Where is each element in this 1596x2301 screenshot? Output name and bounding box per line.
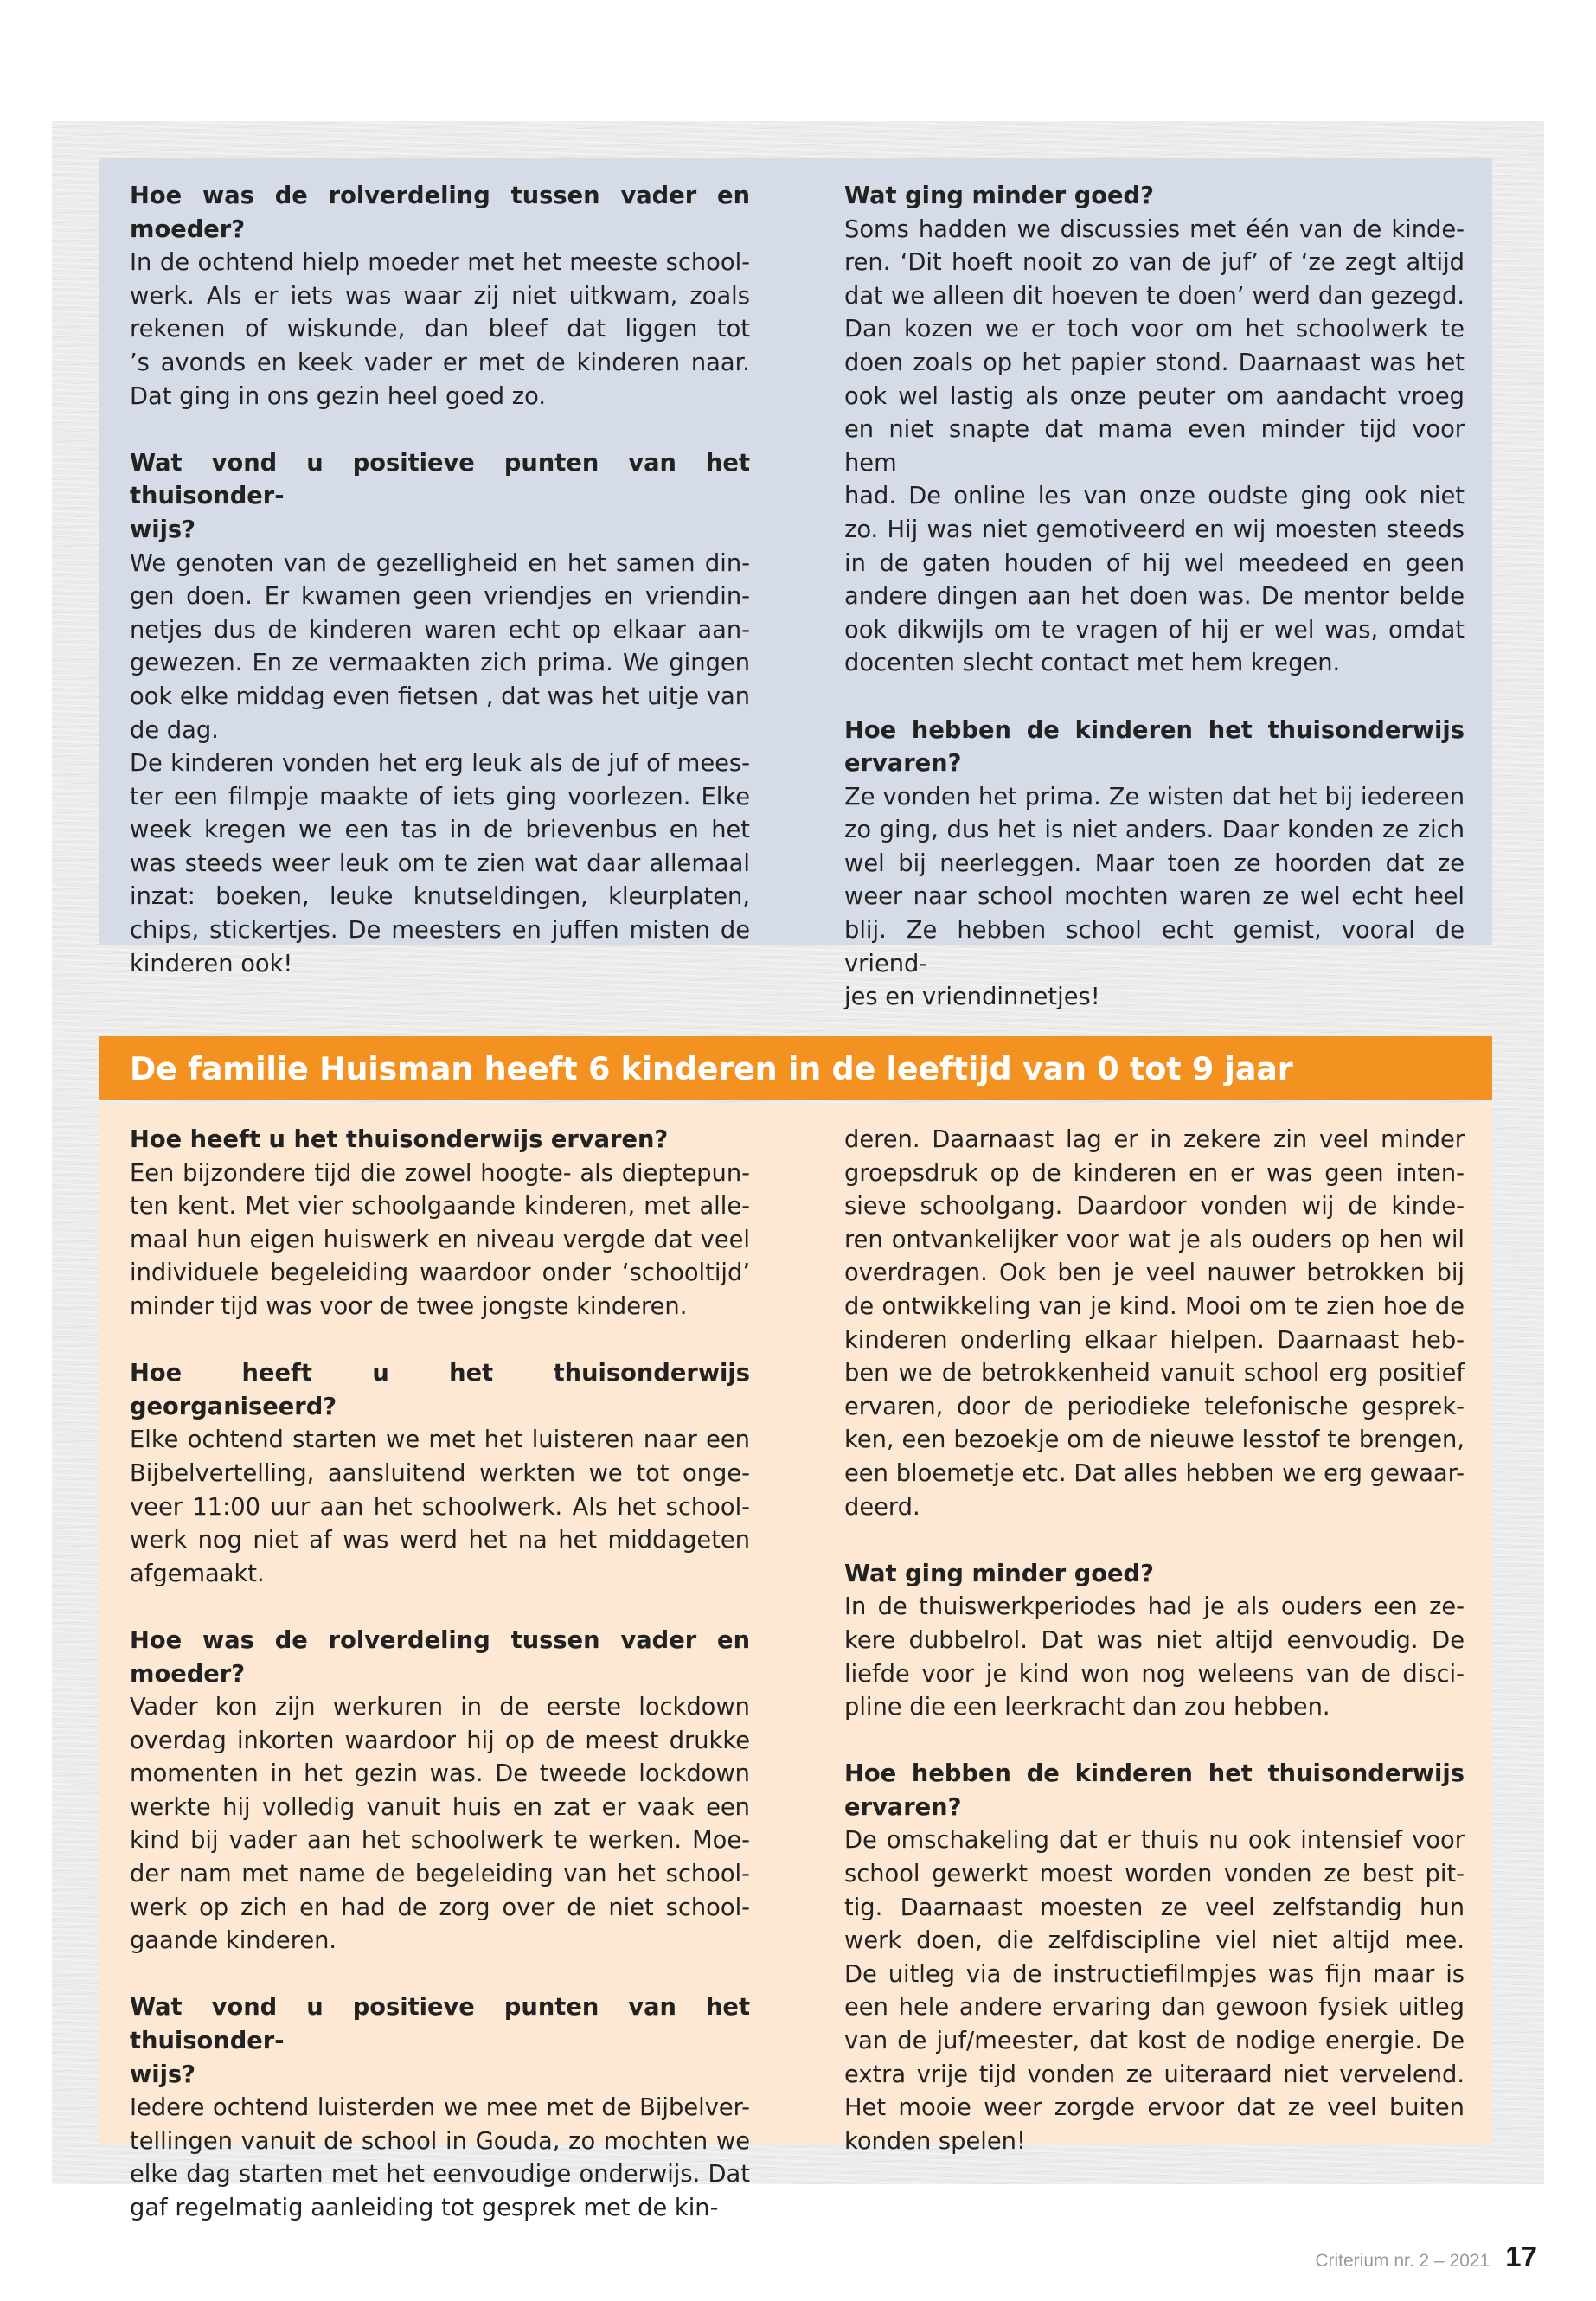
answer-line: deerd. [844, 1493, 920, 1521]
answer-line: wel bij neerleggen. Maar toen ze hoorden dat ze [844, 849, 1465, 877]
answer-line: en niet snapte dat mama even minder tijd voor hem [844, 416, 1465, 477]
banner-title: De familie Huisman heeft 6 kinderen in de leeftijd van 0 tot 9 jaar [130, 1049, 1293, 1087]
answer-line: ook elke middag even fietsen , dat was het uitje van [130, 683, 750, 710]
answer-line: Het mooie weer zorgde ervoor dat ze veel buiten [844, 2094, 1465, 2122]
answer-line: Vader kon zijn werkuren in de eerste lockdown [130, 1694, 750, 1721]
question-heading: Hoe hebben de kinderen het thuisonderwijs ervaren? [844, 716, 1465, 778]
answer-line: weer naar school mochten waren ze wel echt heel [844, 883, 1465, 911]
section-gap [844, 1725, 1465, 1759]
answer-line: afgemaakt. [130, 1560, 265, 1587]
answer-line: ren ontvankelijker voor wat je als ouders op hen wil [844, 1226, 1465, 1253]
answer-line: ervaren, door de periodieke telefonische gesprek- [844, 1393, 1465, 1420]
section-gap [130, 413, 750, 447]
question-heading: Hoe hebben de kinderen het thuisonderwijs ervaren? [844, 1760, 1465, 1821]
answer-line: elke dag starten met het eenvoudige onderwijs. Dat [130, 2161, 750, 2189]
answer-line: de dag. [130, 716, 219, 744]
blue-left-column [130, 180, 750, 981]
answer-line: der nam met name de begeleiding van het school- [130, 1861, 750, 1888]
answer-line: Ze vonden het prima. Ze wisten dat het bij iedereen [844, 783, 1465, 811]
magazine-issue: Criterium nr. 2 – 2021 [1315, 2251, 1490, 2271]
question-heading: Wat ging minder goed? [844, 183, 1154, 209]
blue-right-column [844, 180, 1465, 1015]
section-gap [130, 1958, 750, 1992]
answer-line: tig. Daarnaast moesten ze veel zelfstandig hun [844, 1894, 1465, 1921]
question-heading: Hoe was de rolverdeling tussen vader en moeder? [130, 1626, 750, 1688]
answer-line: deren. Daarnaast lag er in zekere zin veel minder [844, 1126, 1465, 1153]
answer-line: In de thuiswerkperiodes had je als ouders een ze- [844, 1593, 1465, 1621]
answer-line: kinderen onderling elkaar hielpen. Daarnaast heb- [844, 1326, 1465, 1354]
answer-line: werk doen, die zelfdiscipline viel niet altijd mee. [844, 1927, 1465, 1955]
section-gap [844, 1524, 1465, 1558]
answer-line: Elke ochtend starten we met het luisteren naar een [130, 1426, 750, 1454]
answer-line: Een bijzondere tijd die zowel hoogte- als dieptepun- [130, 1159, 750, 1187]
answer-line: werk. Als er iets was waar zij niet uitkwam, zoals [130, 282, 750, 310]
answer-line: ter een filmpje maakte of iets ging voorlezen. Elke [130, 783, 750, 811]
answer-line: konden spelen! [844, 2127, 1026, 2155]
answer-line: in de gaten houden of hij wel meedeed en geen [844, 549, 1465, 577]
answer-line: pline die een leerkracht dan zou hebben. [844, 1694, 1330, 1721]
answer-line: doen zoals op het papier stond. Daarnaast was het [844, 349, 1465, 376]
answer-line: de ontwikkeling van je kind. Mooi om te zien hoe de [844, 1292, 1465, 1320]
family-huisman-banner [99, 1036, 1492, 1100]
answer-line: ben we de betrokkenheid vanuit school erg positief [844, 1360, 1465, 1388]
answer-line: kinderen ook! [130, 950, 293, 977]
answer-line: school gewerkt moest worden vonden ze best pit- [844, 1861, 1465, 1888]
answer-line: zo. Hij was niet gemotiveerd en wij moesten steeds [844, 516, 1465, 543]
answer-line: liefde voor je kind won nog weleens van de disci- [844, 1660, 1465, 1688]
answer-line: andere dingen aan het doen was. De mentor belde [844, 583, 1465, 611]
page-number: 17 [1505, 2240, 1537, 2272]
answer-line: Dan kozen we er toch voor om het schoolwerk te [844, 316, 1465, 343]
question-heading: Wat ging minder goed? [844, 1560, 1154, 1587]
answer-line: Soms hadden we discussies met één van de kinde- [844, 215, 1465, 243]
answer-line: ken, een bezoekje om de nieuwe lesstof te brengen, [844, 1426, 1465, 1454]
answer-line: een bloemetje etc. Dat alles hebben we erg gewaar- [844, 1459, 1465, 1487]
answer-line: overdragen. Ook ben je veel nauwer betrokken bij [844, 1259, 1465, 1287]
answer-line: groepsdruk op de kinderen en er was geen inten- [844, 1159, 1465, 1187]
answer-line: netjes dus de kinderen waren echt op elkaar aan- [130, 616, 750, 644]
answer-line: gen doen. Er kwamen geen vriendjes en vriendin- [130, 583, 750, 611]
answer-line: overdag inkorten waardoor hij op de meest drukke [130, 1727, 750, 1754]
answer-line: week kregen we een tas in de brievenbus en het [130, 817, 750, 844]
question-heading: Wat vond u positieve punten van het thuisonder- wijs? [130, 449, 750, 543]
answer-line: ’s avonds en keek vader er met de kinderen naar. [130, 349, 750, 376]
question-heading: Wat vond u positieve punten van het thuisonder- wijs? [130, 1994, 750, 2088]
answer-line: ren. ‘Dit hoeft nooit zo van de juf’ of ‘ze zegt altijd [844, 249, 1465, 277]
section-gap [844, 681, 1465, 715]
answer-line: De omschakeling dat er thuis nu ook intensief voor [844, 1827, 1465, 1855]
question-heading: Hoe heeft u het thuisonderwijs georganiseerd? [130, 1360, 750, 1420]
answer-line: Bijbelvertelling, aansluitend werkten we tot onge- [130, 1459, 750, 1487]
question-heading: Hoe heeft u het thuisonderwijs ervaren? [130, 1126, 669, 1153]
answer-line: gaf regelmatig aanleiding tot gesprek met de kin- [130, 2195, 719, 2221]
answer-line: ook dikwijls om te vragen of hij er wel was, omdat [844, 616, 1465, 644]
answer-line: individuele begeleiding waardoor onder ‘schooltijd’ [130, 1259, 750, 1287]
answer-line: zo ging, dus het is niet anders. Daar konden ze zich [844, 817, 1465, 844]
answer-line: De kinderen vonden het erg leuk als de juf of mees- [130, 750, 750, 778]
orange-left-column [130, 1124, 750, 2226]
answer-line: ten kent. Met vier schoolgaande kinderen, met alle- [130, 1193, 750, 1221]
answer-line: maal hun eigen huiswerk en niveau vergde dat veel [130, 1226, 750, 1253]
answer-line: gewezen. En ze vermaakten zich prima. We gingen [130, 650, 750, 677]
answer-line: gaande kinderen. [130, 1927, 337, 1955]
answer-line: werk op zich en had de zorg over de niet school- [130, 1894, 750, 1921]
answer-line: rekenen of wiskunde, dan bleef dat liggen tot [130, 316, 750, 343]
page-footer [1315, 2240, 1537, 2273]
answer-line: had. De online les van onze oudste ging ook niet [844, 483, 1465, 510]
answer-line: kere dubbelrol. Dat was niet altijd eenvoudig. De [844, 1626, 1465, 1654]
answer-line: We genoten van de gezelligheid en het samen din- [130, 549, 750, 577]
answer-line: Iedere ochtend luisterden we mee met de Bijbelver- [130, 2094, 750, 2122]
answer-line: extra vrije tijd vonden ze uiteraard niet vervelend. [844, 2061, 1465, 2088]
answer-line: ook wel lastig als onze peuter om aandacht vroeg [844, 382, 1465, 410]
question-heading: Hoe was de rolverdeling tussen vader en moeder? [130, 183, 750, 243]
answer-line: minder tijd was voor de twee jongste kinderen. [130, 1292, 688, 1320]
answer-line: veer 11:00 uur aan het schoolwerk. Als het school- [130, 1493, 750, 1521]
section-gap [130, 1324, 750, 1358]
answer-line: chips, stickertjes. De meesters en juffen misten de [130, 917, 750, 945]
answer-line: tellingen vanuit de school in Gouda, zo mochten we [130, 2127, 750, 2155]
answer-line: werkte hij volledig vanuit huis en zat er vaak een [130, 1793, 750, 1821]
answer-line: een hele andere ervaring dan gewoon fysiek uitleg [844, 1994, 1465, 2022]
answer-line: sieve schoolgang. Daardoor vonden wij de kinde- [844, 1193, 1465, 1221]
answer-line: inzat: boeken, leuke knutseldingen, kleurplaten, [130, 883, 750, 911]
answer-line: kind bij vader aan het schoolwerk te werken. Moe- [130, 1827, 750, 1855]
answer-line: De uitleg via de instructiefilmpjes was fijn maar is [844, 1960, 1465, 1988]
answer-line: In de ochtend hielp moeder met het meeste school- [130, 249, 750, 277]
section-gap [130, 1591, 750, 1625]
answer-line: docenten slecht contact met hem kregen. [844, 650, 1341, 677]
answer-line: werk nog niet af was werd het na het middageten [130, 1527, 750, 1554]
answer-line: blij. Ze hebben school echt gemist, vooral de vriend- [844, 917, 1465, 977]
answer-line: van de juf/meester, dat kost de nodige energie. De [844, 2028, 1465, 2055]
answer-line: momenten in het gezin was. De tweede lockdown [130, 1760, 750, 1788]
answer-line: Dat ging in ons gezin heel goed zo. [130, 382, 547, 410]
answer-line: dat we alleen dit hoeven te doen’ werd dan gezegd. [844, 282, 1465, 310]
answer-line: was steeds weer leuk om te zien wat daar allemaal [130, 849, 750, 877]
answer-line: jes en vriendinnetjes! [844, 984, 1100, 1011]
orange-right-column [844, 1124, 1465, 2158]
